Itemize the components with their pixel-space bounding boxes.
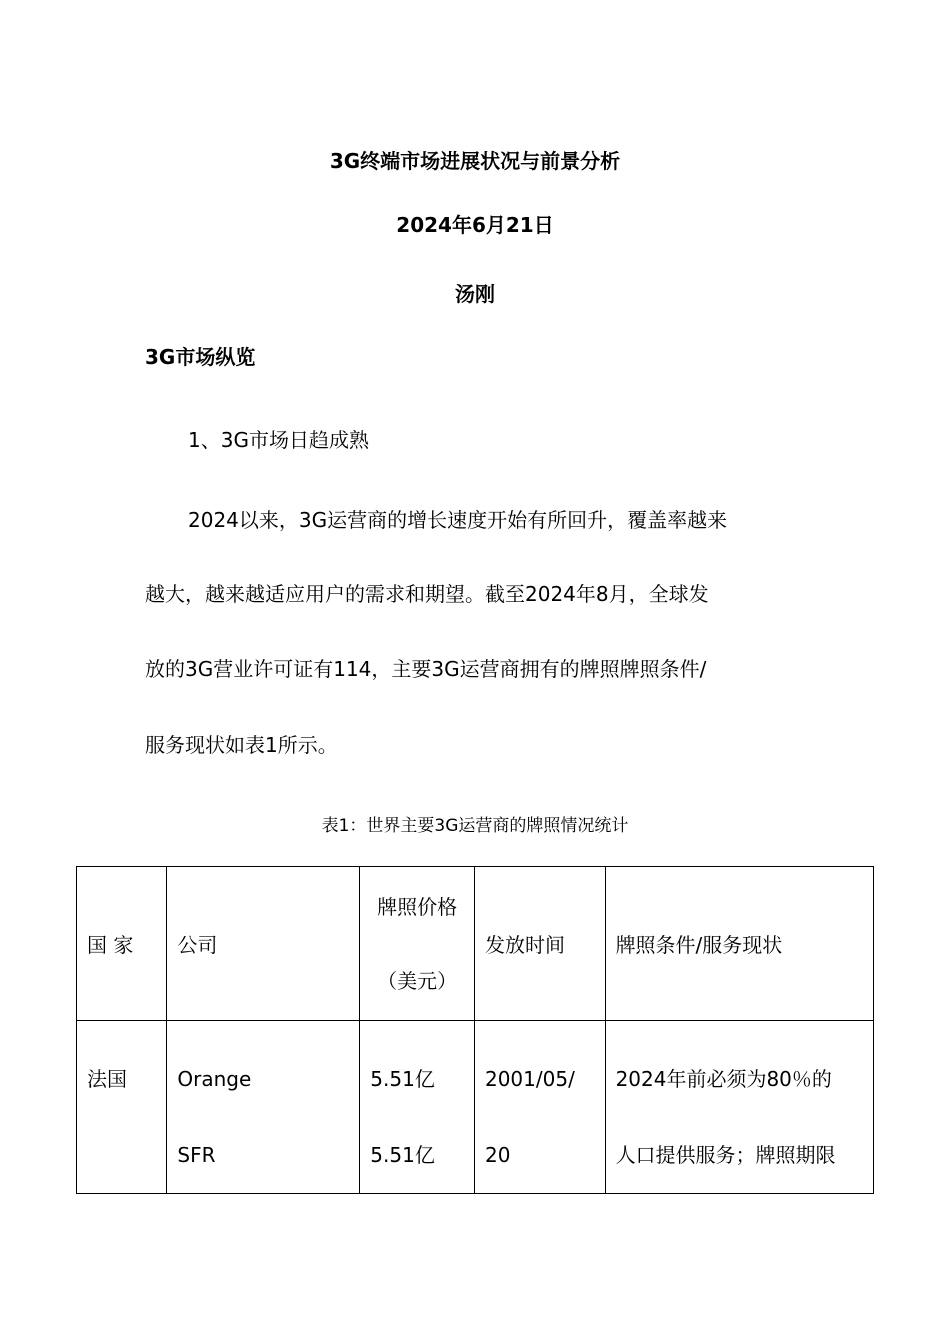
- subsection-heading: 1、3G市场日趋成熟: [188, 428, 369, 452]
- section-heading: 3G市场纵览: [145, 345, 256, 369]
- table-header-row: [77, 867, 874, 1021]
- document-title: 3G终端市场进展状况与前景分析: [329, 149, 621, 173]
- header-price-line1: 牌照价格: [377, 894, 458, 919]
- header-conditions: 牌照条件/服务现状: [605, 867, 873, 1021]
- header-price: [360, 867, 475, 1021]
- document-author: 汤刚: [455, 282, 495, 306]
- cell-price-1: 5.51亿: [370, 1067, 435, 1091]
- cell-date-line1: 2001/05/: [484, 1067, 575, 1091]
- cell-country-text: 法国: [87, 1067, 127, 1091]
- cell-conditions-line1: 2024年前必须为80％的: [615, 1067, 832, 1091]
- cell-company: [167, 1021, 360, 1194]
- cell-company-2: SFR: [177, 1143, 216, 1167]
- header-country: 国 家: [77, 867, 167, 1021]
- cell-price-2: 5.51亿: [370, 1143, 435, 1167]
- paragraph-line-4: 服务现状如表1所示。: [145, 733, 338, 757]
- header-company: 公司: [167, 867, 360, 1021]
- cell-country: [77, 1021, 167, 1194]
- paragraph-line-2: 越大，越来越适应用户的需求和期望。截至2024年8月，全球发: [145, 582, 709, 606]
- license-table: [76, 866, 874, 1194]
- table-row: [77, 1021, 874, 1194]
- header-price-line2: （美元）: [377, 968, 458, 993]
- cell-date-line2: 20: [484, 1143, 511, 1167]
- cell-issue-date: [474, 1021, 605, 1194]
- paragraph-line-3: 放的3G营业许可证有114，主要3G运营商拥有的牌照牌照条件/: [145, 657, 707, 681]
- paragraph-line-1: 2024以来，3G运营商的增长速度开始有所回升，覆盖率越来: [188, 508, 728, 532]
- cell-conditions: [605, 1021, 873, 1194]
- cell-company-1: Orange: [177, 1067, 252, 1091]
- header-issue-date: 发放时间: [474, 867, 605, 1021]
- cell-price: [360, 1021, 475, 1194]
- table-caption: 表1：世界主要3G运营商的牌照情况统计: [321, 816, 629, 836]
- cell-conditions-line2: 人口提供服务；牌照期限: [615, 1143, 836, 1167]
- document-date: 2024年6月21日: [396, 213, 554, 237]
